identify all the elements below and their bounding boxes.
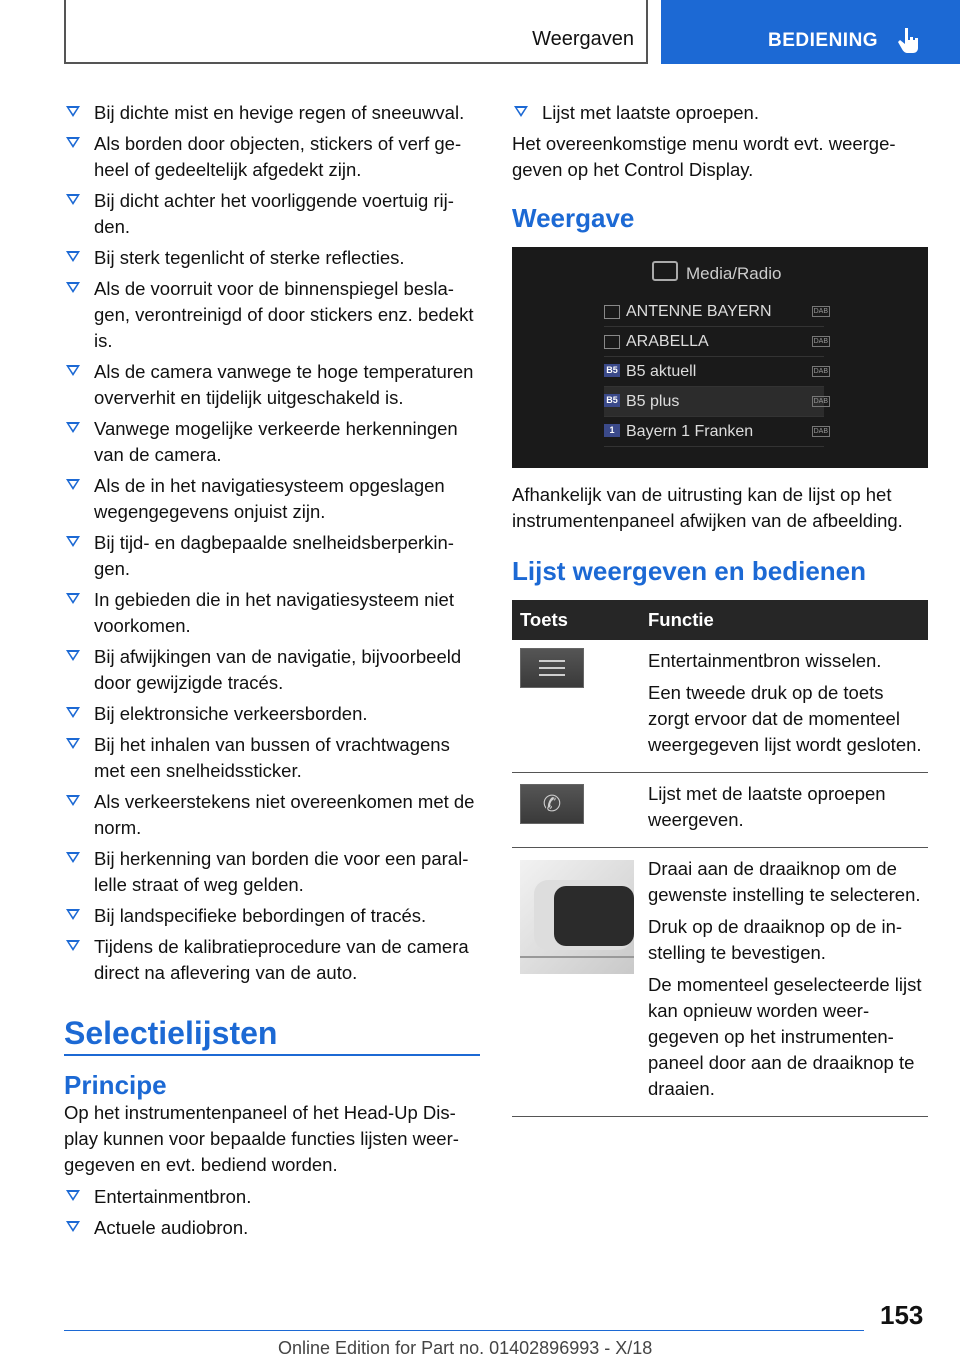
list-item: Bij tijd- en dagbepaalde snelheidsberperkingen. xyxy=(64,530,480,582)
image-caption: Afhankelijk van de uitrusting kan de lijst op het instrumentenpaneel afwijken van de afbeelding. xyxy=(512,484,903,531)
list-item: Als verkeerstekens niet overeenkomen met de norm. xyxy=(64,789,480,841)
list-item: Tijdens de kalibratieprocedure van de camera direct na aflevering van de auto. xyxy=(64,934,480,986)
bullet-triangle-icon xyxy=(66,479,80,490)
station-logo: B5 xyxy=(604,364,620,377)
page-number: 153 xyxy=(880,1300,924,1330)
subsection-title: Lijst weergeven en bedienen xyxy=(512,556,866,586)
bullet-triangle-icon xyxy=(66,593,80,604)
media-radio-icon xyxy=(652,261,678,281)
bullet-triangle-icon xyxy=(66,1190,80,1201)
list-item: Bij afwijkingen van de navigatie, bijvoorbeeld door gewijzigde tracés. xyxy=(64,644,480,696)
header-section: Weergaven xyxy=(532,28,634,50)
list-item: 1 Bayern 1 Franken DAB xyxy=(604,417,824,447)
bullet-triangle-icon xyxy=(66,650,80,661)
list-item: Bij elektronsiche verkeersborden. xyxy=(64,701,480,727)
header-chapter: BEDIENING xyxy=(768,30,879,51)
bullet-triangle-icon xyxy=(66,795,80,806)
list-item: B5 B5 aktuell DAB xyxy=(604,357,824,387)
table-row: Draai aan de draaiknop om de gewenste instelling te selecteren. Druk op de draaiknop op de instelling te bevestigen. De momenteel geselecteerde lijst kan opnieuw worden weergegeven op het instrumentenpaneel door aan de draaiknop te draaien. xyxy=(512,848,928,1117)
list-button-icon xyxy=(520,648,584,688)
phone-button-icon: ✆ xyxy=(520,784,584,824)
list-item: Bij sterk tegenlicht of sterke reflecties. xyxy=(64,245,480,271)
list-item: Vanwege mogelijke verkeerde herkenningen van de camera. xyxy=(64,416,480,468)
header-chapter-box xyxy=(661,0,960,64)
section-title: Selectielijsten xyxy=(64,1020,480,1056)
list-item: Als de in het navigatiesysteem opgeslagen wegengegevens onjuist zijn. xyxy=(64,473,480,525)
column-header-functie: Functie xyxy=(640,600,928,640)
dab-badge: DAB xyxy=(813,368,828,375)
screen-title: Media/Radio xyxy=(652,261,781,287)
note-text: Het overeenkomstige menu wordt evt. weergegeven op het Control Display. xyxy=(512,133,896,180)
dab-badge: DAB xyxy=(813,308,828,315)
bullet-triangle-icon xyxy=(66,852,80,863)
footer-divider xyxy=(64,1330,864,1331)
bullet-triangle-icon xyxy=(66,365,80,376)
dab-badge: DAB xyxy=(813,338,828,345)
list-item: Entertainmentbron. xyxy=(64,1184,480,1210)
bullet-triangle-icon xyxy=(66,106,80,117)
station-logo: B5 xyxy=(604,394,620,407)
left-column xyxy=(64,100,480,1246)
table-header-row xyxy=(512,600,928,640)
footer-edition: Online Edition for Part no. 01402896993 - X/18 xyxy=(278,1338,653,1358)
table-row: ✆ Lijst met de laatste oproepen weergeven. xyxy=(512,773,928,848)
bullet-triangle-icon xyxy=(66,194,80,205)
bullet-triangle-icon xyxy=(514,106,528,117)
station-placeholder-icon xyxy=(604,305,620,319)
column-header-toets: Toets xyxy=(512,600,640,640)
table-row: Entertainmentbron wisselen. Een tweede druk op de toets zorgt ervoor dat de momenteel weergegeven lijst wordt gesloten. xyxy=(512,640,928,773)
list-item: ARABELLA DAB xyxy=(604,327,824,357)
subsection-title: Weergave xyxy=(512,203,635,233)
station-logo: 1 xyxy=(604,424,620,437)
list-item: Bij dichte mist en hevige regen of sneeuwval. xyxy=(64,100,480,126)
list-item: Bij herkenning van borden die voor een parallelle straat of weg gelden. xyxy=(64,846,480,898)
bullet-triangle-icon xyxy=(66,1221,80,1232)
subsection-title: Principe xyxy=(64,1070,167,1100)
bullet-triangle-icon xyxy=(66,282,80,293)
principe-text: Op het instrumentenpaneel of het Head-Up Display kunnen voor bepaalde functies lijsten weergegeven en evt. bediend worden. xyxy=(64,1102,459,1175)
station-list xyxy=(604,297,828,447)
list-item: Lijst met laatste oproepen. xyxy=(512,100,928,126)
list-item: B5 B5 plus DAB xyxy=(604,387,824,417)
bullet-triangle-icon xyxy=(66,137,80,148)
bullet-triangle-icon xyxy=(66,536,80,547)
bullet-triangle-icon xyxy=(66,707,80,718)
station-placeholder-icon xyxy=(604,335,620,349)
controller-knob-icon xyxy=(520,860,634,974)
bullet-triangle-icon xyxy=(66,940,80,951)
list-item: Als de camera vanwege te hoge temperaturen oververhit en tijdelijk uitgeschakeld is. xyxy=(64,359,480,411)
list-item: ANTENNE BAYERN DAB xyxy=(604,297,824,327)
header-section-box xyxy=(64,0,648,64)
function-table xyxy=(512,600,928,1117)
right-column xyxy=(512,100,928,1117)
bullet-triangle-icon xyxy=(66,909,80,920)
list-item: Bij het inhalen van bussen of vrachtwagens met een snelheidssticker. xyxy=(64,732,480,784)
list-item: Bij dicht achter het voorliggende voertuig rijden. xyxy=(64,188,480,240)
hand-pointer-icon xyxy=(897,26,921,54)
dab-badge: DAB xyxy=(813,428,828,435)
dab-badge: DAB xyxy=(813,398,828,405)
display-screenshot xyxy=(512,247,928,468)
list-item: Als borden door objecten, stickers of verf geheel of gedeeltelijk afgedekt zijn. xyxy=(64,131,480,183)
bullet-triangle-icon xyxy=(66,422,80,433)
list-item: In gebieden die in het navigatiesysteem niet voorkomen. xyxy=(64,587,480,639)
bullet-triangle-icon xyxy=(66,738,80,749)
bullet-triangle-icon xyxy=(66,251,80,262)
list-item: Als de voorruit voor de binnenspiegel beslagen, verontreinigd of door stickers enz. bedekt is. xyxy=(64,276,480,354)
list-item: Actuele audiobron. xyxy=(64,1215,480,1241)
list-item: Bij landspecifieke bebordingen of tracés. xyxy=(64,903,480,929)
